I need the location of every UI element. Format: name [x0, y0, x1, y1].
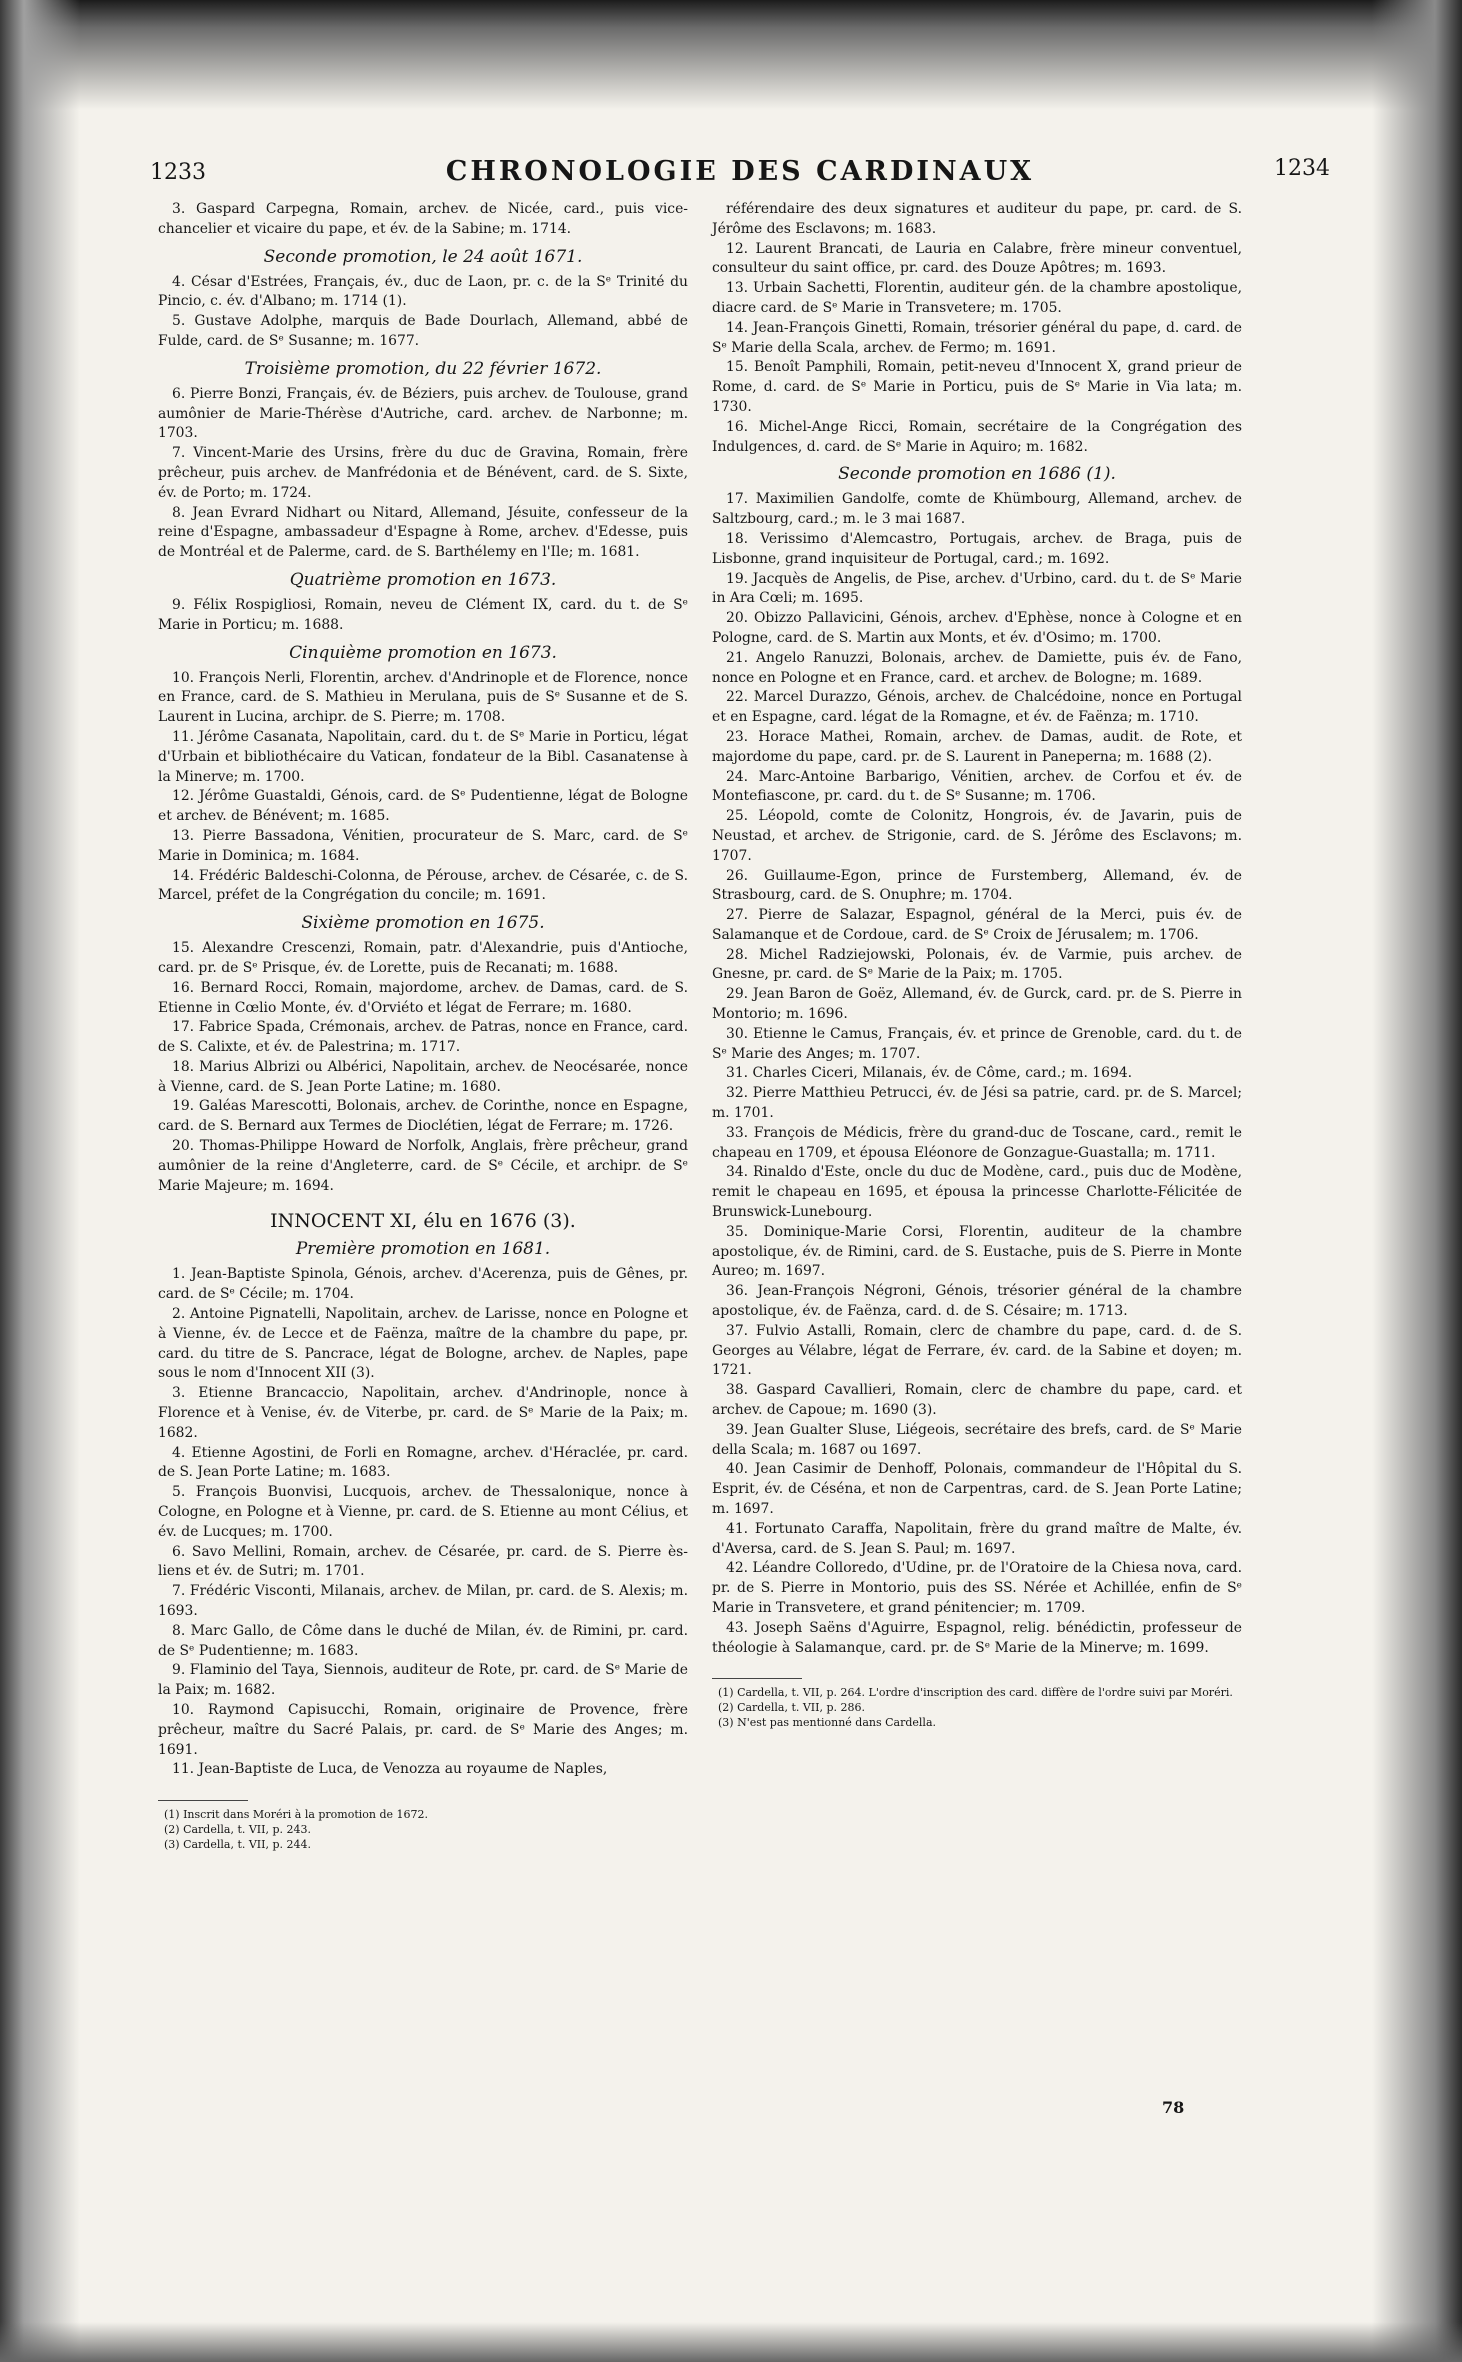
cardinal-entry: 9. Flaminio del Taya, Siennois, auditeur de Rote, pr. card. de Sᵉ Marie de la Paix; m. 1682. [158, 1662, 688, 1699]
cardinal-entry: 1. Jean-Baptiste Spinola, Génois, archev. d'Acerenza, puis de Gênes, pr. card. de Sᵉ Cécile; m. 1704. [158, 1266, 688, 1303]
cardinal-entry: 13. Urbain Sachetti, Florentin, auditeur gén. de la chambre apostolique, diacre card. de Sᵉ Marie in Transvetere; m. 1705. [712, 280, 1242, 316]
cardinal-entry: 26. Guillaume-Egon, prince de Furstemberg, Allemand, év. de Strasbourg, card. de S. Onuphre; m. 1704. [712, 867, 1242, 904]
cardinal-entry: 29. Jean Baron de Goëz, Allemand, év. de Gurck, card. pr. de S. Pierre in Montorio; m. 1696. [712, 986, 1242, 1023]
cardinal-entry: 12. Jérôme Guastaldi, Génois, card. de Sᵉ Pudentienne, légat de Bologne et archev. de Bénévent; m. 1685. [158, 788, 688, 825]
promotion-heading: Seconde promotion en 1686 (1). [838, 464, 1116, 485]
scan-edge-top [0, 0, 1462, 110]
cardinal-entry: 4. César d'Estrées, Français, év., duc de Laon, pr. c. de la Sᵉ Trinité du Pincio, c. év. d'Albano; m. 1714 (1). [158, 273, 688, 310]
cardinal-entry: 2. Antoine Pignatelli, Napolitain, archev. de Larisse, nonce en Pologne et à Vienne, év. de Lecce et de Faënza, maître de la chambre du pape, pr. card. du titre de S. Pancrace, légat de Bologne, archev. de Naples, pape sous le nom d'Innocent XII (3). [158, 1306, 688, 1382]
cardinal-entry: 31. Charles Ciceri, Milanais, év. de Côme, card.; m. 1694. [726, 1065, 1133, 1082]
promotion-heading: Sixième promotion en 1675. [301, 913, 545, 934]
cardinal-entry: 20. Obizzo Pallavicini, Génois, archev. d'Ephèse, nonce à Cologne et en Pologne, card. de S. Martin aux Monts, et év. d'Osimo; m. 1700. [712, 610, 1242, 646]
footnote: (3) N'est pas mentionné dans Cardella. [718, 1716, 937, 1730]
running-title: CHRONOLOGIE DES CARDINAUX [445, 156, 1035, 187]
cardinal-entry: 25. Léopold, comte de Colonitz, Hongrois, év. de Javarin, puis de Neustad, et archev. de Strigonie, card. de S. Jérôme des Esclavons; m. 1707. [712, 808, 1242, 864]
cardinal-entry: 14. Jean-François Ginetti, Romain, trésorier général du pape, d. card. de Sᵉ Marie della Scala, archev. de Fermo; m. 1691. [712, 319, 1242, 356]
promotion-heading: Quatrième promotion en 1673. [289, 569, 557, 590]
promotion-heading: Seconde promotion, le 24 août 1671. [263, 246, 583, 267]
scan-edge-left [0, 0, 80, 2362]
cardinal-entry: 42. Léandre Colloredo, d'Udine, pr. de l'Oratoire de la Chiesa nova, card. pr. de S. Pierre in Montorio, puis des SS. Nérée et Achillée, enfin de Sᵉ Marie in Transvetere, et grand pénitencier; m. 1709. [712, 1560, 1242, 1616]
cardinal-entry: 39. Jean Gualter Sluse, Liégeois, secrétaire des brefs, card. de Sᵉ Marie della Scala; m. 1687 ou 1697. [712, 1421, 1242, 1458]
footnote: (3) Cardella, t. VII, p. 244. [164, 1838, 312, 1852]
cardinal-entry: 10. François Nerli, Florentin, archev. d'Andrinople et de Florence, nonce en France, card. de S. Mathieu in Merulana, puis de Sᵉ Susanne et de S. Laurent in Lucina, archipr. de S. Pierre; m. 1708. [158, 669, 688, 726]
cardinal-entry: 6. Savo Mellini, Romain, archev. de Césarée, pr. card. de S. Pierre ès-liens et év. de Sutri; m. 1701. [158, 1543, 688, 1580]
cardinal-entry: 35. Dominique-Marie Corsi, Florentin, auditeur de la chambre apostolique, év. de Rimini, card. de S. Eustache, puis de S. Pierre in Monte Aureo; m. 1697. [712, 1223, 1242, 1280]
footnote-rule [712, 1678, 802, 1679]
cardinal-entry: 22. Marcel Durazzo, Génois, archev. de Chalcédoine, nonce en Portugal et en Espagne, card. légat de la Romagne, et év. de Faënza; m. 1710. [712, 689, 1242, 726]
cardinal-entry: 38. Gaspard Cavallieri, Romain, clerc de chambre du pape, card. et archev. de Capoue; m. 1690 (3). [712, 1382, 1242, 1419]
cardinal-entry: 15. Alexandre Crescenzi, Romain, patr. d'Alexandrie, puis d'Antioche, card. pr. de Sᵉ Prisque, év. de Lorette, puis de Recanati; m. 1688. [158, 940, 688, 976]
cardinal-entry: 33. François de Médicis, frère du grand-duc de Toscane, card., remit le chapeau en 1709, et épousa Eléonore de Gonzague-Guastalla; m. 1711. [712, 1124, 1242, 1161]
cardinal-entry: 11. Jean-Baptiste de Luca, de Venozza au royaume de Naples, [172, 1761, 608, 1778]
cardinal-entry: 16. Michel-Ange Ricci, Romain, secrétaire de la Congrégation des Indulgences, d. card. de Sᵉ Marie in Aquiro; m. 1682. [712, 418, 1242, 455]
cardinal-entry: 5. Gustave Adolphe, marquis de Bade Dourlach, Allemand, abbé de Fulde, card. de Sᵉ Susanne; m. 1677. [158, 313, 688, 349]
cardinal-entry: 28. Michel Radziejowski, Polonais, év. de Varmie, puis archev. de Gnesne, pr. card. de Sᵉ Marie de la Paix; m. 1705. [712, 946, 1242, 983]
cardinal-entry: 13. Pierre Bassadona, Vénitien, procurateur de S. Marc, card. de Sᵉ Marie in Dominica; m. 1684. [158, 827, 688, 864]
footnote-rule [158, 1800, 248, 1801]
cardinal-entry: 12. Laurent Brancati, de Lauria en Calabre, frère mineur conventuel, consulteur du saint office, pr. card. des Douze Apôtres; m. 1693. [712, 240, 1242, 277]
cardinal-entry: 19. Jacquès de Angelis, de Pise, archev. d'Urbino, card. du t. de Sᵉ Marie in Ara Cœli; m. 1695. [712, 570, 1242, 607]
cardinal-entry: 16. Bernard Rocci, Romain, majordome, archev. de Damas, card. de S. Etienne in Cœlio Monte, év. d'Orviéto et légat de Ferrare; m. 1680. [158, 979, 688, 1016]
pope-heading: INNOCENT XI, élu en 1676 (3). [270, 1210, 576, 1233]
cardinal-entry: 27. Pierre de Salazar, Espagnol, général de la Merci, puis év. de Salamanque et de Cordoue, card. de Sᵉ Croix de Jérusalem; m. 1706. [712, 907, 1242, 943]
left-column [158, 200, 688, 1852]
cardinal-entry: 15. Benoît Pamphili, Romain, petit-neveu d'Innocent X, grand prieur de Rome, d. card. de Sᵉ Marie in Porticu, puis de Sᵉ Marie in Via lata; m. 1730. [712, 359, 1242, 415]
cardinal-entry: 18. Marius Albrizi ou Albérici, Napolitain, archev. de Neocésarée, nonce à Vienne, card. de S. Jean Porte Latine; m. 1680. [158, 1058, 688, 1095]
cardinal-entry: 41. Fortunato Caraffa, Napolitain, frère du grand maître de Malte, év. d'Aversa, card. de S. Jean S. Paul; m. 1697. [712, 1520, 1242, 1557]
cardinal-entry: 34. Rinaldo d'Este, oncle du duc de Modène, card., puis duc de Modène, remit le chapeau en 1695, et épousa la princesse Charlotte-Félicitée de Brunswick-Lunebourg. [712, 1164, 1242, 1221]
cardinal-entry: 8. Jean Evrard Nidhart ou Nitard, Allemand, Jésuite, confesseur de la reine d'Espagne, ambassadeur d'Espagne à Rome, archev. d'Edesse, puis de Montréal et de Palerme, card. de S. Barthélemy en l'Ile; m. 1681. [158, 504, 688, 561]
cardinal-entry: référendaire des deux signatures et auditeur du pape, pr. card. de S. Jérôme des Esclavons; m. 1683. [712, 201, 1242, 237]
cardinal-entry: 17. Fabrice Spada, Crémonais, archev. de Patras, nonce en France, card. de S. Calixte, et év. de Palestrina; m. 1717. [158, 1019, 688, 1056]
cardinal-entry: 11. Jérôme Casanata, Napolitain, card. du t. de Sᵉ Marie in Porticu, légat d'Urbain et bibliothécaire du Vatican, fondateur de la Bibl. Casanatense à la Minerve; m. 1700. [158, 728, 688, 785]
cardinal-entry: 20. Thomas-Philippe Howard de Norfolk, Anglais, frère prêcheur, grand aumônier de la reine d'Angleterre, card. de Sᵉ Cécile, et archipr. de Sᵉ Marie Majeure; m. 1694. [158, 1138, 688, 1194]
cardinal-entry: 30. Etienne le Camus, Français, év. et prince de Grenoble, card. du t. de Sᵉ Marie des Anges; m. 1707. [712, 1025, 1242, 1062]
cardinal-entry: 3. Etienne Brancaccio, Napolitain, archev. d'Andrinople, nonce à Florence et à Venise, év. de Viterbe, pr. card. de Sᵉ Marie de la Paix; m. 1682. [158, 1385, 688, 1441]
cardinal-entry: 24. Marc-Antoine Barbarigo, Vénitien, archev. de Corfou et év. de Montefiascone, pr. card. du t. de Sᵉ Susanne; m. 1706. [712, 768, 1242, 805]
scan-edge-bottom [0, 2322, 1462, 2362]
cardinal-entry: 17. Maximilien Gandolfe, comte de Khümbourg, Allemand, archev. de Saltzbourg, card.; m. le 3 mai 1687. [712, 491, 1242, 528]
cardinal-entry: 19. Galéas Marescotti, Bolonais, archev. de Corinthe, nonce en Espagne, card. de S. Bernard aux Termes de Dioclétien, légat de Ferrare; m. 1726. [158, 1098, 688, 1135]
cardinal-entry: 5. François Buonvisi, Lucquois, archev. de Thessalonique, nonce à Cologne, en Pologne et à Vienne, pr. card. de S. Etienne au mont Célius, et év. de Lucques; m. 1700. [158, 1484, 688, 1540]
cardinal-entry: 18. Verissimo d'Alemcastro, Portugais, archev. de Braga, puis de Lisbonne, grand inquisiteur de Portugal, card.; m. 1692. [712, 530, 1242, 567]
cardinal-entry: 37. Fulvio Astalli, Romain, clerc de chambre du pape, card. d. de S. Georges au Vélabre, légat de Ferrare, év. card. de la Sabine et doyen; m. 1721. [712, 1322, 1242, 1379]
scan-edge-right [1372, 0, 1462, 2362]
promotion-heading: Première promotion en 1681. [295, 1239, 551, 1260]
cardinal-entry: 36. Jean-François Négroni, Génois, trésorier général de la chambre apostolique, év. de Faënza, card. d. de S. Césaire; m. 1713. [712, 1283, 1242, 1320]
right-column [712, 200, 1242, 1730]
footnote: (2) Cardella, t. VII, p. 286. [718, 1701, 866, 1715]
cardinal-entry: 14. Frédéric Baldeschi-Colonna, de Pérouse, archev. de Césarée, c. de S. Marcel, préfet de la Congrégation du concile; m. 1691. [158, 867, 688, 904]
cardinal-entry: 7. Frédéric Visconti, Milanais, archev. de Milan, pr. card. de S. Alexis; m. 1693. [158, 1583, 688, 1620]
page-header [150, 152, 1330, 192]
footnote: (1) Inscrit dans Moréri à la promotion de 1672. [164, 1808, 429, 1822]
footnotes [712, 1685, 1242, 1730]
cardinal-entry: 8. Marc Gallo, de Côme dans le duché de Milan, év. de Rimini, pr. card. de Sᵉ Pudentienne; m. 1683. [158, 1622, 688, 1659]
cardinal-entry: 4. Etienne Agostini, de Forli en Romagne, archev. d'Héraclée, pr. card. de S. Jean Porte Latine; m. 1683. [158, 1444, 688, 1481]
page-number-left: 1233 [150, 160, 206, 185]
cardinal-entry: 3. Gaspard Carpegna, Romain, archev. de Nicée, card., puis vice-chancelier et vicaire du pape, et év. de la Sabine; m. 1714. [158, 201, 688, 237]
cardinal-entry: 7. Vincent-Marie des Ursins, frère du duc de Gravina, Romain, frère prêcheur, puis archev. de Manfrédonia et de Bénévent, card. de S. Sixte, év. de Porto; m. 1724. [158, 445, 688, 501]
footnote: (1) Cardella, t. VII, p. 264. L'ordre d'inscription des card. diffère de l'ordre suivi par Moréri. [718, 1686, 1233, 1700]
cardinal-entry: 43. Joseph Saëns d'Aguirre, Espagnol, relig. bénédictin, professeur de théologie à Salamanque, card. pr. de Sᵉ Marie de la Minerve; m. 1699. [712, 1619, 1242, 1656]
cardinal-entry: 23. Horace Mathei, Romain, archev. de Damas, audit. de Rote, et majordome du pape, card. pr. de S. Laurent in Panepernа; m. 1688 (2). [712, 728, 1242, 765]
promotion-heading: Troisième promotion, du 22 février 1672. [244, 358, 602, 379]
signature-mark: 78 [1162, 2098, 1185, 2117]
promotion-heading: Cinquième promotion en 1673. [289, 642, 557, 663]
cardinal-entry: 40. Jean Casimir de Denhoff, Polonais, commandeur de l'Hôpital du S. Esprit, év. de Céséna, et non de Carpentras, card. de S. Jean Porte Latine; m. 1697. [712, 1461, 1242, 1517]
cardinal-entry: 6. Pierre Bonzi, Français, év. de Béziers, puis archev. de Toulouse, grand aumônier de Marie-Thérèse d'Autriche, card. archev. de Narbonne; m. 1703. [158, 385, 688, 442]
cardinal-entry: 21. Angelo Ranuzzi, Bolonais, archev. de Damiette, puis év. de Fano, nonce en Pologne et en France, card. et archev. de Bologne; m. 1689. [712, 649, 1242, 686]
cardinal-entry: 9. Félix Rospigliosi, Romain, neveu de Clément IX, card. du t. de Sᵉ Marie in Porticu; m. 1688. [158, 596, 688, 633]
footnotes [158, 1807, 688, 1852]
footnote: (2) Cardella, t. VII, p. 243. [164, 1823, 312, 1837]
cardinal-entry: 32. Pierre Matthieu Petrucci, év. de Jési sa patrie, card. pr. de S. Marcel; m. 1701. [712, 1085, 1242, 1122]
page-number-right: 1234 [1274, 156, 1330, 181]
cardinal-entry: 10. Raymond Capisucchi, Romain, originaire de Provence, frère prêcheur, maître du Sacré Palais, pr. card. de Sᵉ Marie des Anges; m. 1691. [158, 1702, 688, 1758]
